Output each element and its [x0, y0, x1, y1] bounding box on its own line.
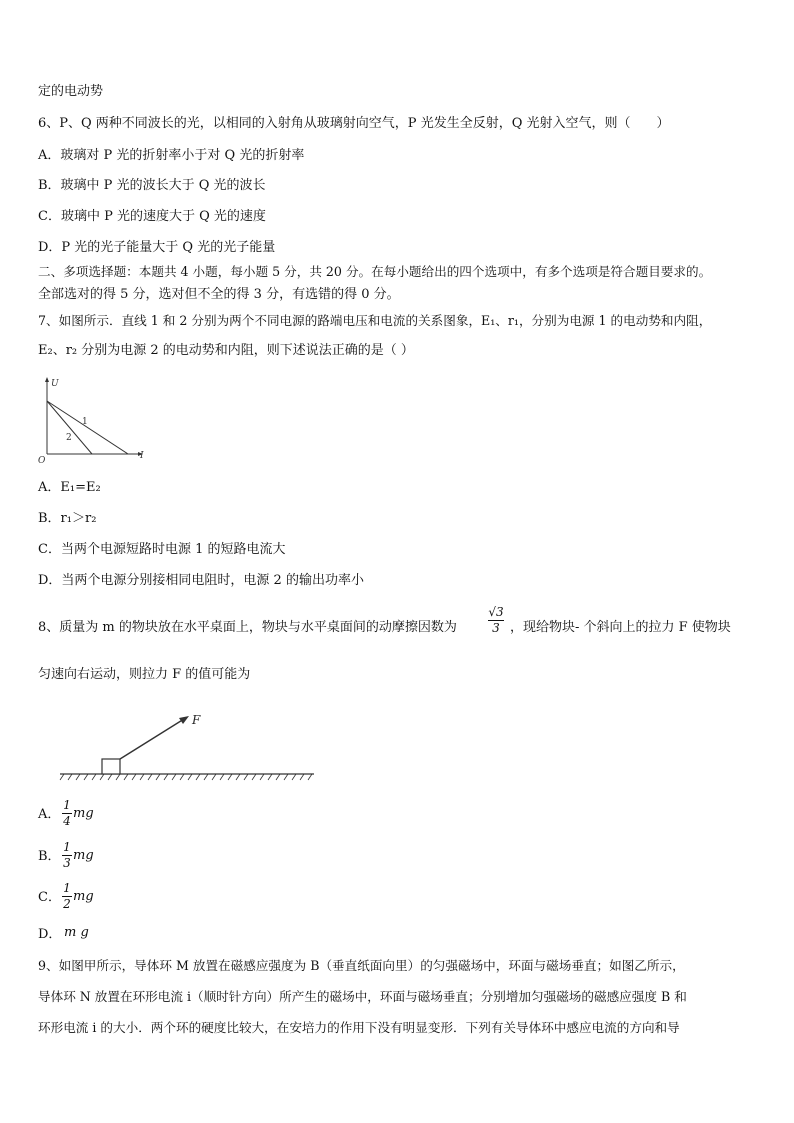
- question-8-option-b-label: B．: [38, 849, 61, 864]
- axis-u-label: U: [51, 379, 59, 389]
- text-line: 定的电动势: [38, 84, 104, 99]
- block-shape: [102, 759, 120, 774]
- question-9-stem: 9、如图甲所示，导体环 M 放置在磁感应强度为 B（垂直纸面向里）的匀强磁场中，环面与磁场垂直；如图乙所示，: [38, 958, 685, 973]
- question-8-option-c-label: C．: [38, 890, 61, 905]
- option-b-fraction: [62, 841, 72, 870]
- section-2-instructions-cont: 全部选对的得 5 分，选对但不全的得 3 分，有选错的得 0 分。: [38, 287, 400, 302]
- option-d-mg: m g: [64, 925, 89, 940]
- question-8-option-d-label: D．: [38, 927, 62, 942]
- fraction-denominator: 4: [63, 814, 71, 828]
- block-force-figure: [58, 710, 318, 786]
- question-7-option-b: B．r₁＞r₂: [38, 511, 97, 526]
- fraction-numerator: 1: [63, 798, 71, 812]
- question-8-option-a-label: A．: [38, 807, 61, 822]
- fraction-denominator: 3: [63, 856, 71, 870]
- force-f-label: F: [192, 713, 201, 727]
- question-8-stem: 8、质量为 m 的物块放在水平桌面上，物块与水平桌面间的动摩擦因数为: [38, 620, 457, 635]
- question-7-option-d: D．当两个电源分别接相同电阻时，电源 2 的输出功率小: [38, 573, 364, 588]
- section-2-instructions: 二、多项选择题：本题共 4 小题，每小题 5 分，共 20 分。在每小题给出的四个选项中，有多个选项是符合题目要求的。: [38, 264, 712, 279]
- question-9-stem-cont: 导体环 N 放置在环形电流 i（顺时针方向）所产生的磁场中，环面与磁场垂直；分别增加匀强磁场的磁感应强度 B 和: [38, 989, 687, 1004]
- question-7-stem-cont: E₂、r₂ 分别为电源 2 的电动势和内阻，则下述说法正确的是（ ）: [38, 343, 414, 358]
- option-c-mg: mg: [73, 889, 94, 904]
- option-b-mg: mg: [73, 848, 94, 863]
- question-7-stem: 7、如图所示．直线 1 和 2 分别为两个不同电源的路端电压和电流的关系图象，E₁、r₁，分别为电源 1 的电动势和内阻，: [38, 313, 712, 328]
- question-6-option-a: A．玻璃对 P 光的折射率小于对 Q 光的折射率: [38, 148, 305, 163]
- question-7-option-a: A．E₁=E₂: [38, 480, 101, 495]
- option-a-fraction: [62, 799, 72, 828]
- origin-label: O: [38, 456, 46, 464]
- line-2-label: 2: [66, 433, 72, 443]
- fraction-denominator: 3: [492, 621, 500, 635]
- question-8-stem-line-2: 匀速向右运动，则拉力 F 的值可能为: [38, 667, 251, 682]
- question-9-stem-line-3: 环形电流 i 的大小．两个环的硬度比较大，在安培力的作用下没有明显变形．下列有关导体环中感应电流的方向和导: [38, 1020, 680, 1035]
- question-6-stem: 6、P、Q 两种不同波长的光，以相同的入射角从玻璃射向空气，P 光发生全反射，Q 光射入空气，则（ ）: [38, 116, 670, 131]
- friction-coefficient-fraction: [488, 606, 504, 635]
- option-a-mg: mg: [73, 806, 94, 821]
- question-8-stem-cont: ，现给物块- 个斜向上的拉力 F 使物块: [510, 620, 731, 635]
- fraction-numerator: 1: [63, 840, 71, 854]
- question-7-option-c: C．当两个电源短路时电源 1 的短路电流大: [38, 542, 286, 557]
- question-6-option-c: C．玻璃中 P 光的速度大于 Q 光的速度: [38, 209, 266, 224]
- ui-graph-figure: [36, 374, 148, 464]
- axis-i-label: I: [140, 451, 144, 461]
- fraction-denominator: 2: [63, 897, 71, 911]
- fraction-numerator: 1: [63, 881, 71, 895]
- fraction-numerator: √3: [488, 605, 504, 619]
- line-1-label: 1: [82, 417, 88, 427]
- question-6-option-b: B．玻璃中 P 光的波长大于 Q 光的波长: [38, 178, 266, 193]
- option-c-fraction: [62, 882, 72, 911]
- question-6-option-d: D．P 光的光子能量大于 Q 光的光子能量: [38, 240, 276, 255]
